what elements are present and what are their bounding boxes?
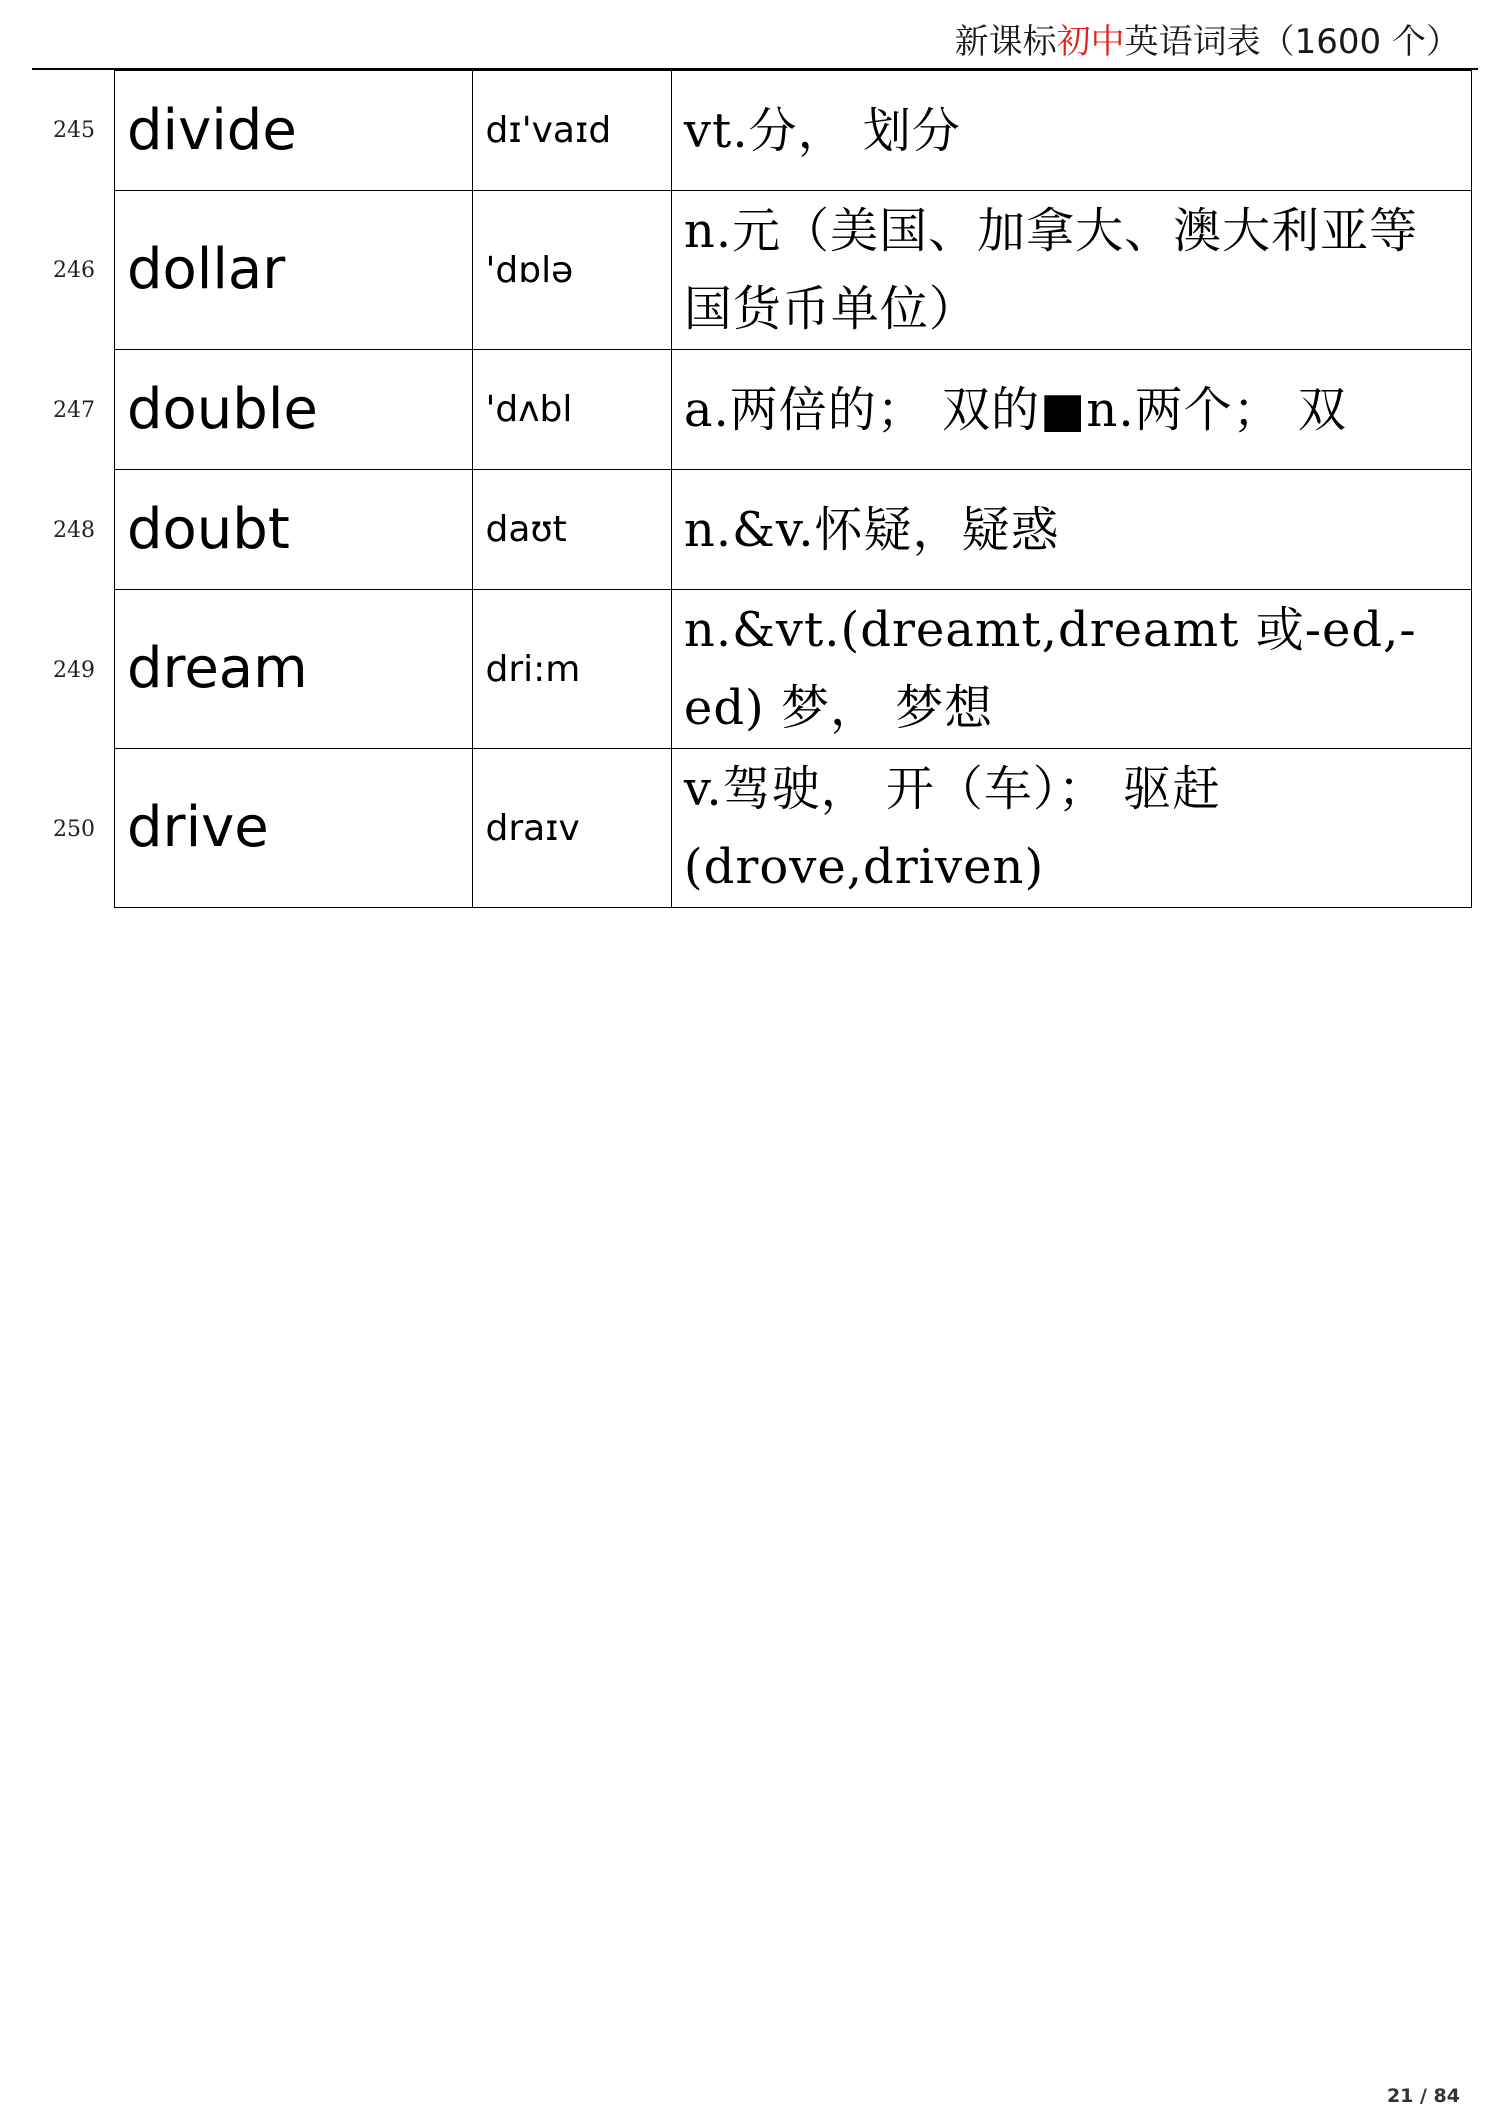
header-title-suffix: 英语词表（1600 个） [1124, 22, 1460, 62]
table-row [115, 191, 1472, 350]
header-title-prefix: 新课标 [954, 22, 1057, 62]
page-number: 21 / 84 [1386, 2085, 1460, 2107]
table-row [115, 71, 1472, 191]
row-number: 247 [53, 398, 95, 423]
definition-cell: v.驾驶， 开（车）； 驱赶 (drove,driven) [671, 749, 1471, 908]
word-cell: dollar [115, 191, 473, 350]
word-cell: drive [115, 749, 473, 908]
definition-cell: n.&v.怀疑，疑惑 [671, 470, 1471, 590]
table-row [115, 350, 1472, 470]
phonetic-cell: 'dʌbl [473, 350, 671, 470]
row-number: 248 [53, 518, 95, 543]
phonetic-cell: draɪv [473, 749, 671, 908]
definition-cell: n.元（美国、加拿大、澳大利亚等国货币单位） [671, 191, 1471, 350]
table-row [115, 749, 1472, 908]
row-number: 249 [53, 658, 95, 683]
document-header-title [955, 14, 1460, 63]
row-number: 250 [53, 817, 95, 842]
vocabulary-table [114, 70, 1472, 908]
definition-cell: n.&vt.(dreamt,dreamt 或-ed,-ed) 梦， 梦想 [671, 590, 1471, 749]
table-row [115, 470, 1472, 590]
phonetic-cell: dri:m [473, 590, 671, 749]
row-number: 245 [53, 118, 95, 143]
phonetic-cell: daʊt [473, 470, 671, 590]
word-cell: divide [115, 71, 473, 191]
row-number: 246 [53, 258, 95, 283]
header-title-highlight: 初中 [1056, 22, 1125, 62]
phonetic-cell: 'dɒlə [473, 191, 671, 350]
table-row [115, 590, 1472, 749]
word-cell: dream [115, 590, 473, 749]
definition-cell: a.两倍的； 双的■n.两个； 双 [671, 350, 1471, 470]
word-cell: doubt [115, 470, 473, 590]
word-cell: double [115, 350, 473, 470]
phonetic-cell: dɪ'vaɪd [473, 71, 671, 191]
definition-cell: vt.分， 划分 [671, 71, 1471, 191]
